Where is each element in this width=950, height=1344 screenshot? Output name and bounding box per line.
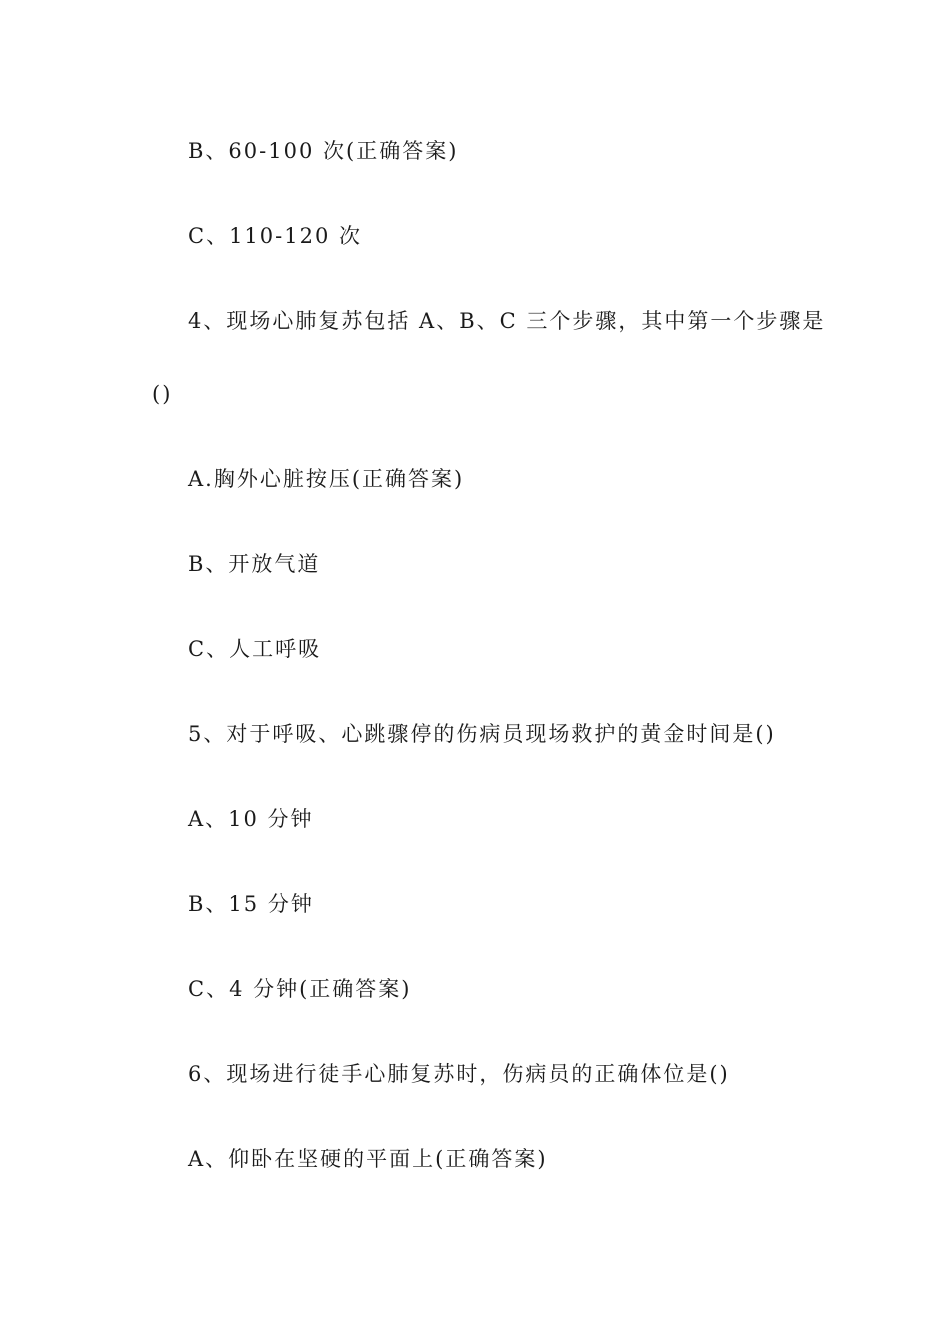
option-c-q5: C、4 分钟(正确答案) [188,977,412,1001]
option-a-q5: A、10 分钟 [188,807,314,831]
question-6: 6、现场进行徒手心肺复苏时，伤病员的正确体位是() [188,1062,730,1086]
option-b-q4: B、开放气道 [188,552,321,576]
option-a-q6: A、仰卧在坚硬的平面上(正确答案) [188,1147,548,1171]
question-4: 4、现场心肺复苏包括 A、B、C 三个步骤，其中第一个步骤是 [188,309,826,333]
option-b-q3: B、60-100 次(正确答案) [188,139,459,163]
question-5: 5、对于呼吸、心跳骤停的伤病员现场救护的黄金时间是() [188,722,776,746]
option-a-q4: A.胸外心脏按压(正确答案) [188,467,465,491]
option-c-q4: C、人工呼吸 [188,637,322,661]
option-b-q5: B、15 分钟 [188,892,314,916]
question-4-continuation: () [152,382,173,406]
option-c-q3: C、110-120 次 [188,224,363,248]
